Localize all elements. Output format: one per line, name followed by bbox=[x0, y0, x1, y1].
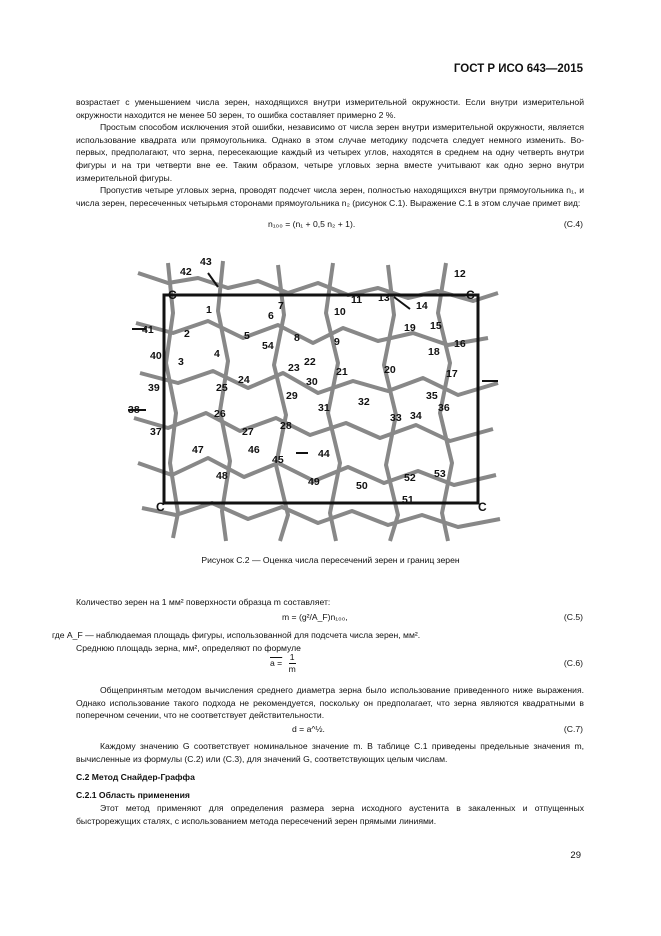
grain-label: 37 bbox=[150, 426, 162, 438]
grain-label: 22 bbox=[304, 356, 316, 368]
grain-label: 54 bbox=[262, 340, 274, 352]
formula-left: a = bbox=[270, 657, 283, 668]
grain-label: 17 bbox=[446, 368, 458, 380]
corner-label: C bbox=[466, 288, 475, 302]
grain-label: 41 bbox=[142, 324, 154, 336]
grain-label: 9 bbox=[334, 336, 340, 348]
paragraph: Этот метод применяют для определения размера зерна исходного аустенита в закаленных и отпущенных быстрорежущих сталях, с использованием метода пересечений зерен прямыми линиями. bbox=[76, 803, 584, 826]
section-heading: С.2 Метод Снайдер-Граффа bbox=[76, 772, 195, 782]
grain-label: 16 bbox=[454, 338, 466, 350]
page-header: ГОСТ Р ИСО 643—2015 bbox=[453, 63, 583, 75]
grain-label: 47 bbox=[192, 444, 204, 456]
grain-label: 14 bbox=[416, 300, 428, 312]
formula-number: (С.4) bbox=[563, 219, 583, 229]
figure-caption: Рисунок С.2 — Оценка числа пересечений зерен и границ зерен bbox=[201, 555, 460, 565]
grain-label: 34 bbox=[410, 410, 422, 422]
grain-label: 18 bbox=[428, 346, 440, 358]
grain-label: 4 bbox=[214, 348, 220, 360]
grain-label: 24 bbox=[238, 374, 250, 386]
grain-label: 43 bbox=[200, 256, 212, 268]
grain-label: 48 bbox=[216, 470, 228, 482]
grain-label: 10 bbox=[334, 306, 346, 318]
formula-c5: m = (g²/A_F)n₁₀₀, bbox=[282, 612, 348, 622]
grain-label: 31 bbox=[318, 402, 330, 414]
grain-label: 40 bbox=[150, 350, 162, 362]
formula-c4: n₁₀₀ = (n₁ + 0,5 n₂ + 1). bbox=[268, 219, 356, 229]
paragraph: Пропустив четыре угловых зерна, проводят подсчет числа зерен, полностью находящихся внутри прямоугольника n₁, и числа зерен, пересеченных четырьмя сторонами прямоугольника n₂ (рисунок С.1). Выражение С.1 в этом случае примет вид: bbox=[76, 185, 584, 208]
denominator: m bbox=[288, 664, 296, 674]
grain-label: 3 bbox=[178, 356, 184, 368]
grain-label: 23 bbox=[288, 362, 300, 374]
body-text-low bbox=[76, 740, 584, 765]
grain-label: 39 bbox=[148, 382, 160, 394]
grain-label: 8 bbox=[294, 332, 300, 344]
grain-label: 51 bbox=[402, 494, 414, 506]
corner-label: C bbox=[168, 288, 177, 302]
grain-label: 46 bbox=[248, 444, 260, 456]
grain-label: 45 bbox=[272, 454, 284, 466]
grain-label: 53 bbox=[434, 468, 446, 480]
grain-label: 49 bbox=[308, 476, 320, 488]
fraction bbox=[289, 652, 296, 675]
paragraph: где A_F — наблюдаемая площадь фигуры, использованной для подсчета числа зерен, мм². bbox=[52, 630, 421, 640]
grain-figure bbox=[128, 253, 506, 543]
grain-label: 21 bbox=[336, 366, 348, 378]
grain-label: 13 bbox=[378, 292, 390, 304]
paragraph: Среднюю площадь зерна, мм², определяют по формуле bbox=[76, 643, 301, 653]
grain-label: 38 bbox=[128, 404, 140, 416]
numerator: 1 bbox=[289, 652, 295, 662]
corner-label: C bbox=[478, 500, 487, 514]
grain-label: 50 bbox=[356, 480, 368, 492]
paragraph: Каждому значению G соответствует номинальное значение m. В таблице С.1 приведены предельные значения m, вычисленные из формулы (С.2) или (С.3), для значений G, соответствующих целым числам. bbox=[76, 741, 584, 764]
formula-c6 bbox=[270, 652, 296, 675]
formula-number: (С.5) bbox=[563, 612, 583, 622]
grain-label: 30 bbox=[306, 376, 318, 388]
grain-label: 15 bbox=[430, 320, 442, 332]
grain-label: 20 bbox=[384, 364, 396, 376]
formula-number: (С.7) bbox=[563, 724, 583, 734]
body-text-top bbox=[76, 96, 584, 209]
paragraph: Простым способом исключения этой ошибки, независимо от числа зерен внутри измерительной окружности, является использование квадрата или прямоугольника. Однако в этом случае методику подсчета следует немного изменить. Во-первых, предполагают, что зерна, пересекающие каждый из четырех углов, находятся в среднем на одну четверть внутри фигуры и на три четверти вне ее. Таким образом, четыре угловых зерна вместе учитывают как одно зерно внутри измерительной фигуры. bbox=[76, 122, 584, 183]
grain-label: 44 bbox=[318, 448, 330, 460]
grain-label: 1 bbox=[206, 304, 212, 316]
paragraph: Общепринятым методом вычисления среднего диаметра зерна было использование приведенного ниже выражения. Однако использование такого подхода не рекомендуется, поскольку он предполагает, что зерна являются квадратными в поперечном сечении, что не соответствует действительности. bbox=[76, 685, 584, 721]
grain-label: 42 bbox=[180, 266, 192, 278]
grain-label: 28 bbox=[280, 420, 292, 432]
grain-label: 19 bbox=[404, 322, 416, 334]
grain-label: 52 bbox=[404, 472, 416, 484]
body-text-end bbox=[76, 802, 584, 827]
grain-label: 36 bbox=[438, 402, 450, 414]
page-number: 29 bbox=[570, 850, 581, 861]
grain-label: 12 bbox=[454, 268, 466, 280]
formula-c7: d = a^½. bbox=[292, 724, 325, 734]
paragraph: возрастает с уменьшением числа зерен, находящихся внутри измерительной окружности. Если внутри измерительной окружности находится не менее 50 зерен, то ошибка составляет примерно 2 %. bbox=[76, 97, 584, 120]
corner-label: C bbox=[156, 500, 165, 514]
grain-label: 25 bbox=[216, 382, 228, 394]
formula-number: (С.6) bbox=[563, 658, 583, 668]
body-text-mid bbox=[76, 684, 584, 722]
paragraph: Количество зерен на 1 мм² поверхности образца m составляет: bbox=[76, 597, 331, 607]
grain-label: 35 bbox=[426, 390, 438, 402]
grain-label: 27 bbox=[242, 426, 254, 438]
subsection-heading: С.2.1 Область применения bbox=[76, 790, 190, 800]
grain-label: 11 bbox=[351, 294, 363, 306]
grain-label: 6 bbox=[268, 310, 274, 322]
grain-label: 33 bbox=[390, 412, 402, 424]
grain-label: 2 bbox=[184, 328, 190, 340]
grain-label: 26 bbox=[214, 408, 226, 420]
grain-label: 29 bbox=[286, 390, 298, 402]
grain-label: 32 bbox=[358, 396, 370, 408]
grain-label: 5 bbox=[244, 330, 250, 342]
grain-label: 7 bbox=[278, 300, 284, 312]
